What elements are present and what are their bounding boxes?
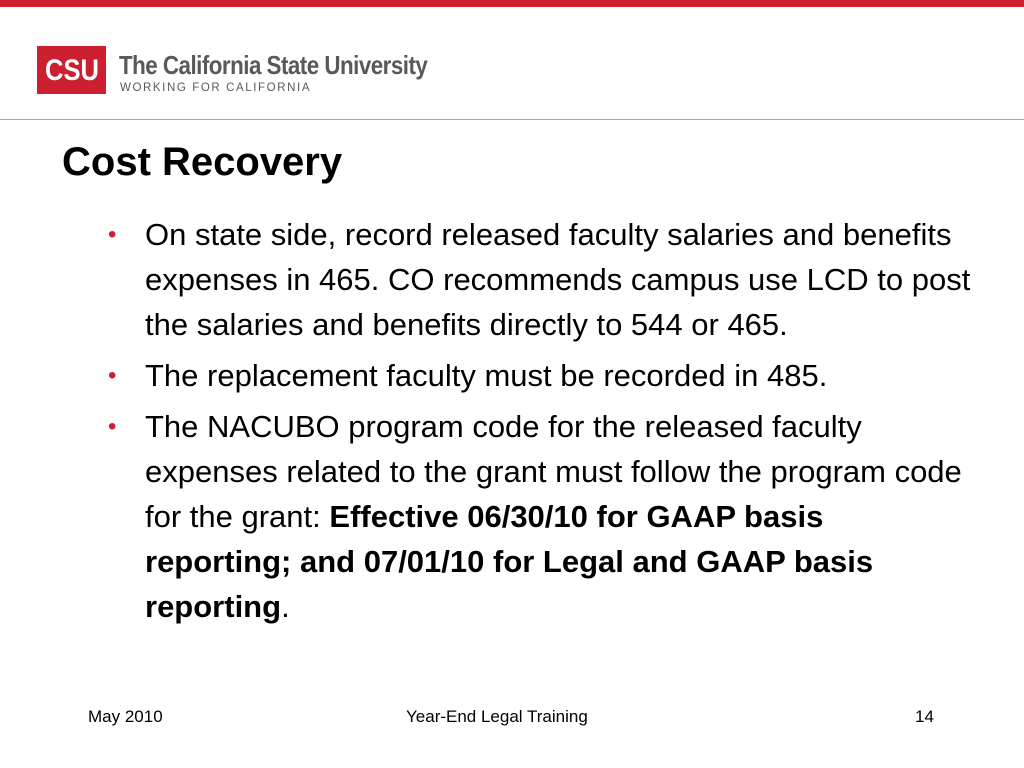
header-divider bbox=[0, 119, 1024, 120]
svg-text:CSU: CSU bbox=[44, 54, 99, 87]
bullet-text: The NACUBO program code for the released faculty expenses related to the grant must follow the program code for the grant: bbox=[145, 409, 962, 534]
bullet-dot-icon: • bbox=[108, 413, 117, 440]
bullet-suffix: . bbox=[281, 589, 290, 624]
bullet-list bbox=[108, 212, 978, 635]
footer-page-number: 14 bbox=[915, 707, 934, 726]
logo-title: The California State University bbox=[119, 50, 428, 80]
slide-title: Cost Recovery bbox=[62, 140, 343, 184]
footer-date: May 2010 bbox=[88, 707, 163, 726]
csu-logo-text bbox=[43, 53, 101, 87]
bullet-item bbox=[108, 353, 978, 398]
bullet-item bbox=[108, 404, 978, 629]
bullet-dot-icon: • bbox=[108, 221, 117, 248]
bullet-text: The replacement faculty must be recorded in 485. bbox=[145, 358, 828, 393]
footer-title: Year-End Legal Training bbox=[406, 707, 588, 726]
top-accent-bar bbox=[0, 0, 1024, 7]
bullet-item bbox=[108, 212, 978, 347]
bullet-bold-text: Effective 06/30/10 for GAAP basis reporting; and 07/01/10 for Legal and GAAP basis reporting bbox=[145, 499, 874, 624]
bullet-dot-icon: • bbox=[108, 362, 117, 389]
bullet-text: On state side, record released faculty salaries and benefits expenses in 465. CO recommends campus use LCD to post the salaries and benefits directly to 544 or 465. bbox=[145, 217, 971, 342]
logo-subtitle: WORKING FOR CALIFORNIA bbox=[120, 82, 312, 94]
csu-logo-mark bbox=[37, 46, 106, 94]
